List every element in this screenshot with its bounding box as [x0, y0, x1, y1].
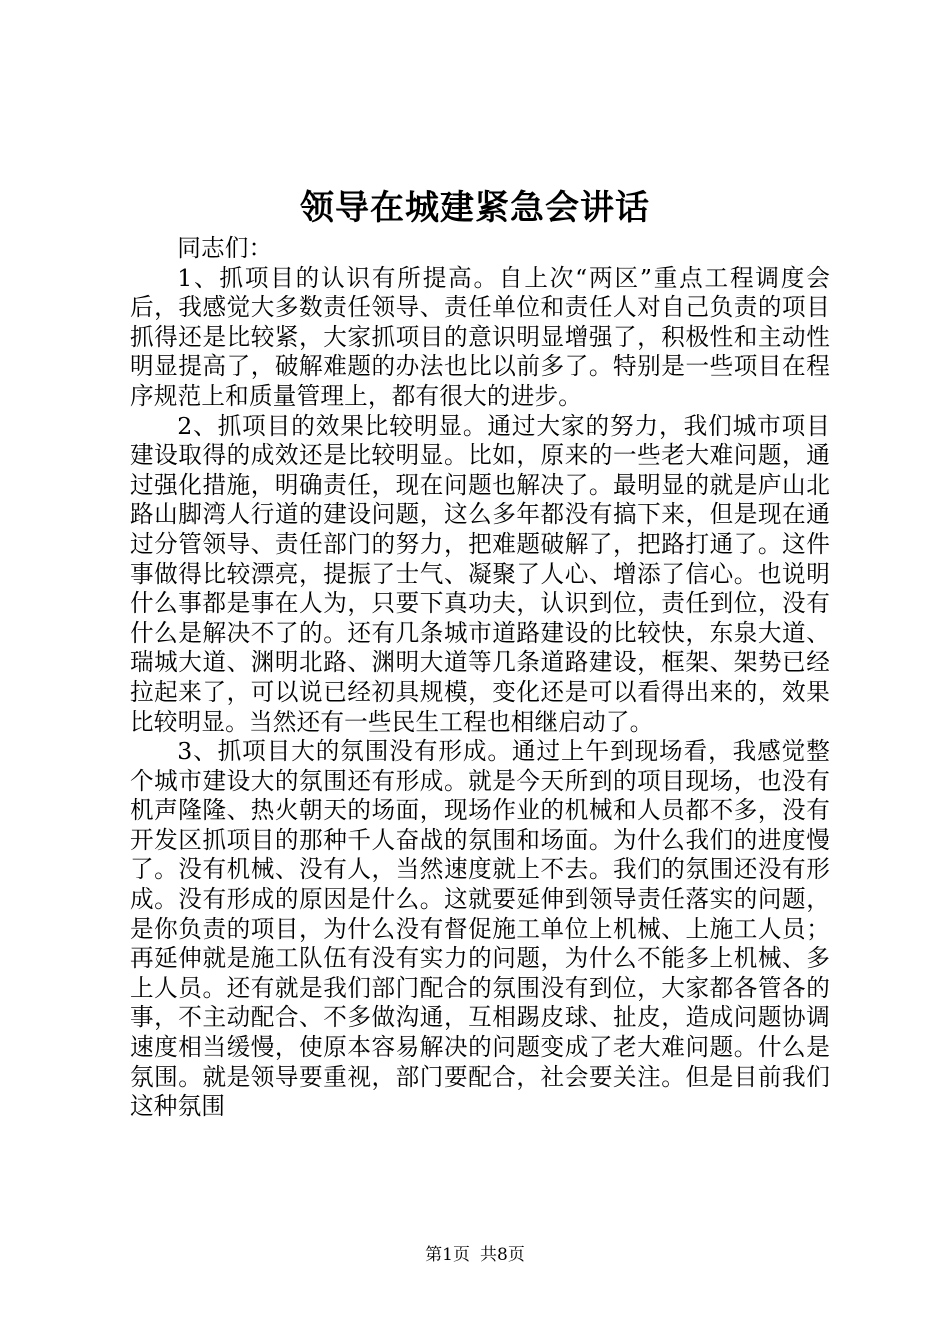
page-number: 第1页: [425, 1245, 470, 1265]
paragraph-1: 1、抓项目的认识有所提高。自上次“两区”重点工程调度会后，我感觉大多数责任领导、责任单位和责任人对自己负责的项目抓得还是比较紧，大家抓项目的意识明显增强了，积极性和主动性明显提高了，破解难题的办法也比以前多了。特别是一些项目在程序规范上和质量管理上，都有很大的进步。: [130, 263, 830, 410]
salutation: 同志们：: [177, 234, 273, 262]
document-body: [130, 234, 830, 1122]
page-footer: [0, 1243, 950, 1267]
paragraph-2: 2、抓项目的效果比较明显。通过大家的努力，我们城市项目建设取得的成效还是比较明显。比如，原来的一些老大难问题，通过强化措施，明确责任，现在问题也解决了。最明显的就是庐山北路山脚湾人行道的建设问题，这么多年都没有搞下来，但是现在通过分管领导、责任部门的努力，把难题破解了，把路打通了。这件事做得比较漂亮，提振了士气、凝聚了人心、增添了信心。也说明什么事都是事在人为，只要下真功夫，认识到位，责任到位，没有什么是解决不了的。还有几条城市道路建设的比较快，东泉大道、瑞城大道、渊明北路、渊明大道等几条道路建设，框架、架势已经拉起来了，可以说已经初具规模，变化还是可以看得出来的，效果比较明显。当然还有一些民生工程也相继启动了。: [130, 411, 830, 736]
paragraph-3: 3、抓项目大的氛围没有形成。通过上午到现场看，我感觉整个城市建设大的氛围还有形成。就是今天所到的项目现场，也没有机声隆隆、热火朝天的场面，现场作业的机械和人员都不多，没有开发区抓项目的那种千人奋战的氛围和场面。为什么我们的进度慢了。没有机械、没有人，当然速度就上不去。我们的氛围还没有形成。没有形成的原因是什么。这就要延伸到领导责任落实的问题，是你负责的项目，为什么没有督促施工单位上机械、上施工人员；再延伸就是施工队伍有没有实力的问题，为什么不能多上机械、多上人员。还有就是我们部门配合的氛围没有到位，大家都各管各的事，不主动配合、不多做沟通，互相踢皮球、扯皮，造成问题协调速度相当缓慢，使原本容易解决的问题变成了老大难问题。什么是氛围。就是领导要重视，部门要配合，社会要关注。但是目前我们这种氛围: [130, 737, 830, 1121]
page-total: 共8页: [480, 1245, 525, 1265]
document-title: 领导在城建紧急会讲话: [300, 188, 650, 228]
